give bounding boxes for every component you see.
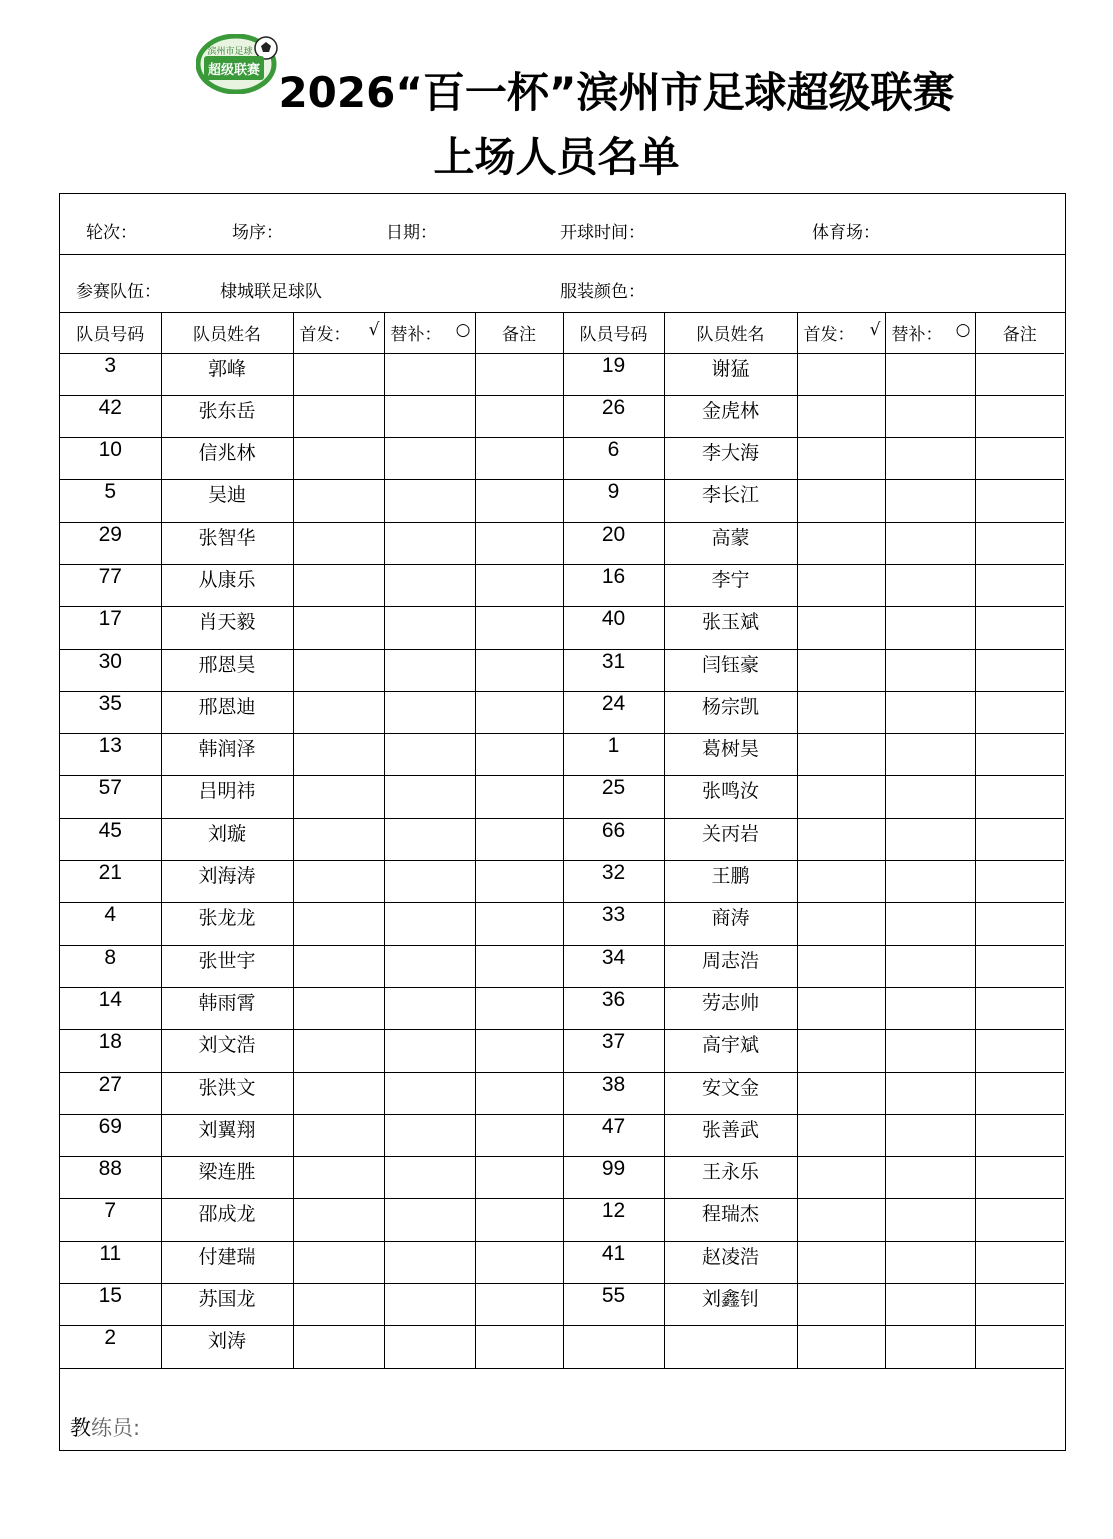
header-remarks: 备注 xyxy=(475,313,563,353)
starter-cell[interactable] xyxy=(293,987,384,1029)
player-name: 李宁 xyxy=(664,564,797,606)
player-number: 99 xyxy=(563,1157,664,1199)
remarks-cell[interactable] xyxy=(975,1114,1064,1156)
starter-cell[interactable] xyxy=(293,649,384,691)
header-name: 队员姓名 xyxy=(664,313,797,353)
remarks-cell[interactable] xyxy=(475,1072,563,1114)
player-number: 57 xyxy=(60,776,161,818)
starter-cell[interactable] xyxy=(797,1157,885,1199)
remarks-cell[interactable] xyxy=(975,776,1064,818)
sub-cell[interactable] xyxy=(384,987,475,1029)
sub-cell[interactable] xyxy=(885,522,975,564)
starter-cell[interactable] xyxy=(797,1284,885,1326)
remarks-cell[interactable] xyxy=(975,987,1064,1029)
player-name: 安文金 xyxy=(664,1072,797,1114)
remarks-cell[interactable] xyxy=(475,861,563,903)
starter-cell[interactable] xyxy=(293,1157,384,1199)
player-name: 吕明祎 xyxy=(161,776,293,818)
sub-cell[interactable] xyxy=(885,1241,975,1283)
player-name: 葛树昊 xyxy=(664,734,797,776)
remarks-cell[interactable] xyxy=(975,438,1064,480)
table-row xyxy=(60,522,1064,564)
starter-cell[interactable] xyxy=(293,1114,384,1156)
starter-cell[interactable] xyxy=(797,776,885,818)
table-row xyxy=(60,1114,1064,1156)
starter-cell[interactable] xyxy=(797,1199,885,1241)
starter-cell[interactable] xyxy=(797,691,885,733)
starter-cell[interactable] xyxy=(293,607,384,649)
table-row xyxy=(60,607,1064,649)
sub-cell[interactable] xyxy=(384,776,475,818)
remarks-cell[interactable] xyxy=(475,776,563,818)
sub-cell[interactable] xyxy=(384,903,475,945)
sub-cell[interactable] xyxy=(384,945,475,987)
sub-cell[interactable] xyxy=(384,438,475,480)
team-info-row xyxy=(60,255,1065,313)
player-name: 高蒙 xyxy=(664,522,797,564)
kit-color-label: 服装颜色： xyxy=(560,282,645,302)
player-name: 张鸣汝 xyxy=(664,776,797,818)
remarks-cell[interactable] xyxy=(475,734,563,776)
header-sub: 替补： ○ xyxy=(885,313,975,353)
sub-cell[interactable] xyxy=(384,564,475,606)
remarks-cell[interactable] xyxy=(475,1326,563,1368)
sub-cell[interactable] xyxy=(384,861,475,903)
sub-cell[interactable] xyxy=(885,1114,975,1156)
remarks-cell[interactable] xyxy=(475,945,563,987)
remarks-cell[interactable] xyxy=(975,522,1064,564)
player-name: 肖天毅 xyxy=(161,607,293,649)
player-name: 张世宇 xyxy=(161,945,293,987)
player-number: 2 xyxy=(60,1326,161,1368)
player-number: 30 xyxy=(60,649,161,691)
remarks-cell[interactable] xyxy=(975,1241,1064,1283)
player-name: 信兆林 xyxy=(161,438,293,480)
sub-cell[interactable] xyxy=(885,818,975,860)
player-number xyxy=(563,1326,664,1368)
remarks-cell[interactable] xyxy=(975,607,1064,649)
table-row xyxy=(60,395,1064,437)
remarks-cell[interactable] xyxy=(475,987,563,1029)
sub-cell[interactable] xyxy=(885,734,975,776)
player-name: 刘鑫钊 xyxy=(664,1284,797,1326)
remarks-cell[interactable] xyxy=(475,480,563,522)
player-name: 张东岳 xyxy=(161,395,293,437)
player-number: 36 xyxy=(563,987,664,1029)
starter-cell[interactable] xyxy=(797,1326,885,1368)
remarks-cell[interactable] xyxy=(975,1072,1064,1114)
header-sub: 替补： ○ xyxy=(384,313,475,353)
player-number: 45 xyxy=(60,818,161,860)
starter-cell[interactable] xyxy=(797,564,885,606)
remarks-cell[interactable] xyxy=(975,818,1064,860)
player-number: 88 xyxy=(60,1157,161,1199)
player-number: 41 xyxy=(563,1241,664,1283)
starter-cell[interactable] xyxy=(293,691,384,733)
starter-cell[interactable] xyxy=(797,1114,885,1156)
player-number: 25 xyxy=(563,776,664,818)
starter-cell[interactable] xyxy=(797,1241,885,1283)
sub-cell[interactable] xyxy=(885,564,975,606)
sub-cell[interactable] xyxy=(885,438,975,480)
table-row xyxy=(60,1284,1064,1326)
sub-cell[interactable] xyxy=(885,776,975,818)
remarks-cell[interactable] xyxy=(475,564,563,606)
starter-cell[interactable] xyxy=(797,945,885,987)
sub-cell[interactable] xyxy=(384,818,475,860)
player-name: 韩雨霄 xyxy=(161,987,293,1029)
match-number-label: 场序： xyxy=(232,223,283,243)
team-label: 参赛队伍： xyxy=(76,282,161,302)
table-row xyxy=(60,945,1064,987)
player-number: 77 xyxy=(60,564,161,606)
player-name xyxy=(664,1326,797,1368)
sub-cell[interactable] xyxy=(885,945,975,987)
sub-cell[interactable] xyxy=(885,861,975,903)
sub-cell[interactable] xyxy=(384,1114,475,1156)
player-number: 3 xyxy=(60,353,161,395)
starter-cell[interactable] xyxy=(293,1030,384,1072)
sub-cell[interactable] xyxy=(885,395,975,437)
document-title: 2026“百一杯”滨州市足球超级联赛 xyxy=(278,68,955,117)
roster-form xyxy=(59,193,1066,1451)
starter-cell[interactable] xyxy=(797,818,885,860)
starter-cell[interactable] xyxy=(293,1199,384,1241)
player-number: 47 xyxy=(563,1114,664,1156)
starter-cell[interactable] xyxy=(797,861,885,903)
player-name: 刘翼翔 xyxy=(161,1114,293,1156)
player-name: 闫钰豪 xyxy=(664,649,797,691)
starter-cell[interactable] xyxy=(293,353,384,395)
round-label: 轮次： xyxy=(86,223,137,243)
player-number: 31 xyxy=(563,649,664,691)
remarks-cell[interactable] xyxy=(475,903,563,945)
table-row xyxy=(60,438,1064,480)
kickoff-label: 开球时间： xyxy=(560,223,645,243)
remarks-cell[interactable] xyxy=(475,1284,563,1326)
remarks-cell[interactable] xyxy=(475,1241,563,1283)
starter-cell[interactable] xyxy=(293,818,384,860)
header-starter: 首发： √ xyxy=(797,313,885,353)
player-number: 14 xyxy=(60,987,161,1029)
date-label: 日期： xyxy=(386,223,437,243)
remarks-cell[interactable] xyxy=(475,522,563,564)
player-number: 21 xyxy=(60,861,161,903)
starter-cell[interactable] xyxy=(797,607,885,649)
remarks-cell[interactable] xyxy=(975,1030,1064,1072)
player-name: 李大海 xyxy=(664,438,797,480)
player-number: 33 xyxy=(563,903,664,945)
player-name: 金虎林 xyxy=(664,395,797,437)
player-number: 16 xyxy=(563,564,664,606)
player-number: 24 xyxy=(563,691,664,733)
sub-cell[interactable] xyxy=(384,1157,475,1199)
player-name: 张玉斌 xyxy=(664,607,797,649)
remarks-cell[interactable] xyxy=(475,395,563,437)
player-number: 38 xyxy=(563,1072,664,1114)
header-number: 队员号码 xyxy=(563,313,664,353)
table-row xyxy=(60,903,1064,945)
player-name: 张善武 xyxy=(664,1114,797,1156)
player-number: 6 xyxy=(563,438,664,480)
table-row xyxy=(60,861,1064,903)
remarks-cell[interactable] xyxy=(475,1030,563,1072)
table-row xyxy=(60,691,1064,733)
starter-cell[interactable] xyxy=(293,734,384,776)
starter-cell[interactable] xyxy=(797,1072,885,1114)
player-name: 谢猛 xyxy=(664,353,797,395)
remarks-cell[interactable] xyxy=(475,607,563,649)
remarks-cell[interactable] xyxy=(475,438,563,480)
stadium-label: 体育场： xyxy=(812,223,880,243)
player-number: 17 xyxy=(60,607,161,649)
remarks-cell[interactable] xyxy=(975,861,1064,903)
starter-cell[interactable] xyxy=(797,353,885,395)
player-name: 商涛 xyxy=(664,903,797,945)
table-row xyxy=(60,353,1064,395)
table-row xyxy=(60,776,1064,818)
sub-cell[interactable] xyxy=(384,607,475,649)
player-name: 邢恩迪 xyxy=(161,691,293,733)
remarks-cell[interactable] xyxy=(475,1199,563,1241)
starter-cell[interactable] xyxy=(797,903,885,945)
player-number: 66 xyxy=(563,818,664,860)
player-name: 杨宗凯 xyxy=(664,691,797,733)
player-number: 12 xyxy=(563,1199,664,1241)
table-row xyxy=(60,1241,1064,1283)
sub-cell[interactable] xyxy=(885,903,975,945)
table-row xyxy=(60,480,1064,522)
table-row xyxy=(60,649,1064,691)
remarks-cell[interactable] xyxy=(475,691,563,733)
player-number: 32 xyxy=(563,861,664,903)
sub-cell[interactable] xyxy=(885,987,975,1029)
coach-field: 教练员: xyxy=(70,1416,141,1440)
remarks-cell[interactable] xyxy=(975,395,1064,437)
player-name: 程瑞杰 xyxy=(664,1199,797,1241)
player-name: 刘海涛 xyxy=(161,861,293,903)
table-row xyxy=(60,1157,1064,1199)
player-name: 梁连胜 xyxy=(161,1157,293,1199)
circle-icon: ○ xyxy=(455,320,471,341)
table-row xyxy=(60,987,1064,1029)
player-name: 关丙岩 xyxy=(664,818,797,860)
remarks-cell[interactable] xyxy=(975,945,1064,987)
header-remarks: 备注 xyxy=(975,313,1064,353)
sub-cell[interactable] xyxy=(384,649,475,691)
sub-cell[interactable] xyxy=(885,649,975,691)
remarks-cell[interactable] xyxy=(475,353,563,395)
remarks-cell[interactable] xyxy=(975,691,1064,733)
logo-text-bottom: 超级联赛 xyxy=(207,63,261,78)
player-number: 26 xyxy=(563,395,664,437)
player-name: 付建瑞 xyxy=(161,1241,293,1283)
sub-cell[interactable] xyxy=(885,691,975,733)
sub-cell[interactable] xyxy=(885,1072,975,1114)
header-name: 队员姓名 xyxy=(161,313,293,353)
player-name: 王永乐 xyxy=(664,1157,797,1199)
player-name: 劳志帅 xyxy=(664,987,797,1029)
starter-cell[interactable] xyxy=(293,480,384,522)
table-row xyxy=(60,564,1064,606)
document-subtitle: 上场人员名单 xyxy=(433,133,680,181)
sub-cell[interactable] xyxy=(384,1326,475,1368)
sub-cell[interactable] xyxy=(384,522,475,564)
starter-cell[interactable] xyxy=(293,903,384,945)
player-name: 吴迪 xyxy=(161,480,293,522)
player-name: 周志浩 xyxy=(664,945,797,987)
player-number: 11 xyxy=(60,1241,161,1283)
sub-cell[interactable] xyxy=(885,1199,975,1241)
player-number: 1 xyxy=(563,734,664,776)
player-number: 10 xyxy=(60,438,161,480)
player-number: 42 xyxy=(60,395,161,437)
sub-cell[interactable] xyxy=(885,607,975,649)
starter-cell[interactable] xyxy=(797,987,885,1029)
remarks-cell[interactable] xyxy=(975,1157,1064,1199)
starter-cell[interactable] xyxy=(797,649,885,691)
player-number: 18 xyxy=(60,1030,161,1072)
sub-cell[interactable] xyxy=(384,480,475,522)
player-name: 刘璇 xyxy=(161,818,293,860)
header-number: 队员号码 xyxy=(60,313,161,353)
player-name: 高宇斌 xyxy=(664,1030,797,1072)
player-name: 张洪文 xyxy=(161,1072,293,1114)
remarks-cell[interactable] xyxy=(975,1284,1064,1326)
table-row xyxy=(60,1199,1064,1241)
remarks-cell[interactable] xyxy=(475,818,563,860)
remarks-cell[interactable] xyxy=(975,353,1064,395)
player-number: 7 xyxy=(60,1199,161,1241)
starter-cell[interactable] xyxy=(797,522,885,564)
player-name: 张智华 xyxy=(161,522,293,564)
header-starter: 首发： √ xyxy=(293,313,384,353)
team-name: 棣城联足球队 xyxy=(220,282,322,302)
player-name: 邢恩昊 xyxy=(161,649,293,691)
table-row xyxy=(60,1326,1064,1368)
starter-cell[interactable] xyxy=(293,1072,384,1114)
player-number: 69 xyxy=(60,1114,161,1156)
player-name: 李长江 xyxy=(664,480,797,522)
remarks-cell[interactable] xyxy=(975,480,1064,522)
player-number: 15 xyxy=(60,1284,161,1326)
table-row xyxy=(60,1030,1064,1072)
remarks-cell[interactable] xyxy=(975,1326,1064,1368)
player-number: 34 xyxy=(563,945,664,987)
player-number: 37 xyxy=(563,1030,664,1072)
remarks-cell[interactable] xyxy=(975,564,1064,606)
remarks-cell[interactable] xyxy=(975,734,1064,776)
checkmark-icon: √ xyxy=(368,320,380,341)
sub-cell[interactable] xyxy=(384,353,475,395)
remarks-cell[interactable] xyxy=(475,1157,563,1199)
checkmark-icon: √ xyxy=(869,320,881,341)
player-number: 13 xyxy=(60,734,161,776)
sub-cell[interactable] xyxy=(384,734,475,776)
player-name: 刘涛 xyxy=(161,1326,293,1368)
player-name: 邵成龙 xyxy=(161,1199,293,1241)
sub-cell[interactable] xyxy=(885,1157,975,1199)
starter-cell[interactable] xyxy=(293,564,384,606)
player-name: 王鹏 xyxy=(664,861,797,903)
sub-cell[interactable] xyxy=(384,1241,475,1283)
sub-cell[interactable] xyxy=(885,1326,975,1368)
starter-cell[interactable] xyxy=(293,522,384,564)
sub-cell[interactable] xyxy=(384,1199,475,1241)
table-header-row xyxy=(60,313,1064,353)
player-name: 张龙龙 xyxy=(161,903,293,945)
sub-cell[interactable] xyxy=(885,353,975,395)
player-name: 苏国龙 xyxy=(161,1284,293,1326)
sub-cell[interactable] xyxy=(384,395,475,437)
starter-cell[interactable] xyxy=(293,1241,384,1283)
logo-text-top: 滨州市足球 xyxy=(207,47,253,57)
remarks-cell[interactable] xyxy=(975,1199,1064,1241)
sub-cell[interactable] xyxy=(885,480,975,522)
player-number: 35 xyxy=(60,691,161,733)
remarks-cell[interactable] xyxy=(475,1114,563,1156)
remarks-cell[interactable] xyxy=(975,649,1064,691)
starter-cell[interactable] xyxy=(293,776,384,818)
starter-cell[interactable] xyxy=(293,1284,384,1326)
starter-cell[interactable] xyxy=(797,734,885,776)
sub-cell[interactable] xyxy=(384,1284,475,1326)
player-name: 从康乐 xyxy=(161,564,293,606)
starter-cell[interactable] xyxy=(293,438,384,480)
table-row xyxy=(60,818,1064,860)
player-number: 8 xyxy=(60,945,161,987)
starter-cell[interactable] xyxy=(797,1030,885,1072)
player-number: 40 xyxy=(563,607,664,649)
player-number: 55 xyxy=(563,1284,664,1326)
player-number: 20 xyxy=(563,522,664,564)
remarks-cell[interactable] xyxy=(475,649,563,691)
sub-cell[interactable] xyxy=(885,1030,975,1072)
sub-cell[interactable] xyxy=(384,1030,475,1072)
starter-cell[interactable] xyxy=(797,480,885,522)
player-name: 刘文浩 xyxy=(161,1030,293,1072)
player-number: 27 xyxy=(60,1072,161,1114)
sub-cell[interactable] xyxy=(384,691,475,733)
starter-cell[interactable] xyxy=(293,395,384,437)
player-name: 赵凌浩 xyxy=(664,1241,797,1283)
player-number: 19 xyxy=(563,353,664,395)
player-name: 韩润泽 xyxy=(161,734,293,776)
roster-table xyxy=(60,313,1064,1369)
remarks-cell[interactable] xyxy=(975,903,1064,945)
match-info-row xyxy=(60,194,1065,255)
starter-cell[interactable] xyxy=(797,438,885,480)
table-row xyxy=(60,1072,1064,1114)
starter-cell[interactable] xyxy=(797,395,885,437)
sub-cell[interactable] xyxy=(384,1072,475,1114)
player-name: 郭峰 xyxy=(161,353,293,395)
player-number: 4 xyxy=(60,903,161,945)
starter-cell[interactable] xyxy=(293,945,384,987)
circle-icon: ○ xyxy=(955,320,971,341)
player-number: 29 xyxy=(60,522,161,564)
sub-cell[interactable] xyxy=(885,1284,975,1326)
player-number: 5 xyxy=(60,480,161,522)
table-row xyxy=(60,734,1064,776)
player-number: 9 xyxy=(563,480,664,522)
starter-cell[interactable] xyxy=(293,1326,384,1368)
starter-cell[interactable] xyxy=(293,861,384,903)
